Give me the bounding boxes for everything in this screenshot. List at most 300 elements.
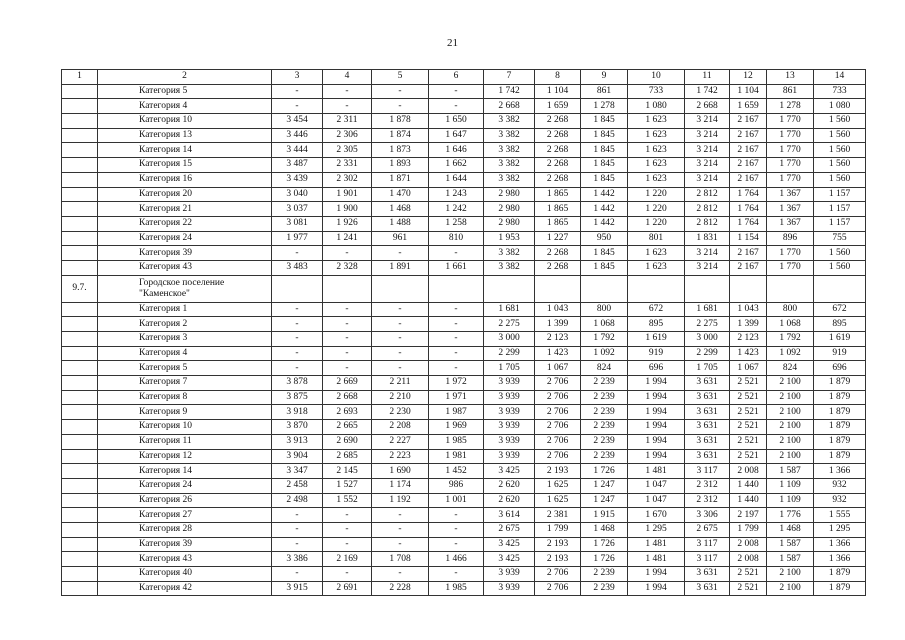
value-cell: 1 764 bbox=[730, 216, 767, 231]
category-name: Категория 10 bbox=[98, 420, 272, 435]
value-cell: 3 939 bbox=[484, 581, 535, 596]
value-cell: 2 239 bbox=[581, 449, 628, 464]
value-cell bbox=[484, 275, 535, 302]
row-number bbox=[62, 231, 98, 246]
value-cell: 2 223 bbox=[372, 449, 429, 464]
value-cell: 1 295 bbox=[814, 522, 866, 537]
value-cell bbox=[535, 275, 581, 302]
value-cell: 801 bbox=[628, 231, 685, 246]
value-cell: 3 918 bbox=[272, 405, 323, 420]
category-name: Категория 15 bbox=[98, 158, 272, 173]
value-cell: 3 214 bbox=[685, 128, 730, 143]
value-cell: 2 239 bbox=[581, 434, 628, 449]
value-cell: 1 295 bbox=[628, 522, 685, 537]
value-cell: - bbox=[372, 317, 429, 332]
value-cell: 1 587 bbox=[767, 552, 814, 567]
value-cell: 3 382 bbox=[484, 260, 535, 275]
row-number bbox=[62, 464, 98, 479]
column-header: 11 bbox=[685, 70, 730, 85]
value-cell: 1 994 bbox=[628, 420, 685, 435]
row-number bbox=[62, 114, 98, 129]
value-cell: 2 268 bbox=[535, 114, 581, 129]
value-cell: 2 268 bbox=[535, 172, 581, 187]
table-row bbox=[62, 567, 866, 582]
value-cell: 2 665 bbox=[323, 420, 372, 435]
value-cell: 2 210 bbox=[372, 390, 429, 405]
value-cell: 3 939 bbox=[484, 434, 535, 449]
value-cell: 1 047 bbox=[628, 493, 685, 508]
row-number bbox=[62, 143, 98, 158]
value-cell: 1 874 bbox=[372, 128, 429, 143]
value-cell: 1 154 bbox=[730, 231, 767, 246]
value-cell: 2 008 bbox=[730, 552, 767, 567]
value-cell: 1 879 bbox=[814, 581, 866, 596]
value-cell: 1 770 bbox=[767, 143, 814, 158]
value-cell: 1 481 bbox=[628, 464, 685, 479]
value-cell: 895 bbox=[628, 317, 685, 332]
value-cell: 2 812 bbox=[685, 187, 730, 202]
value-cell: 1 442 bbox=[581, 216, 628, 231]
category-name: Категория 11 bbox=[98, 434, 272, 449]
value-cell: 1 043 bbox=[730, 302, 767, 317]
category-name: Категория 3 bbox=[98, 332, 272, 347]
value-cell: 1 109 bbox=[767, 493, 814, 508]
value-cell: 1 879 bbox=[814, 390, 866, 405]
value-cell: - bbox=[429, 537, 484, 552]
value-cell: 1 092 bbox=[767, 346, 814, 361]
table-row bbox=[62, 216, 866, 231]
table-row bbox=[62, 420, 866, 435]
value-cell: 2 100 bbox=[767, 420, 814, 435]
row-number bbox=[62, 508, 98, 523]
value-cell: 2 100 bbox=[767, 405, 814, 420]
value-cell: 1 220 bbox=[628, 187, 685, 202]
column-header: 9 bbox=[581, 70, 628, 85]
value-cell: 1 047 bbox=[628, 478, 685, 493]
column-header: 14 bbox=[814, 70, 866, 85]
value-cell: 2 312 bbox=[685, 493, 730, 508]
value-cell: 1 708 bbox=[372, 552, 429, 567]
value-cell: 1 971 bbox=[429, 390, 484, 405]
value-cell: 3 631 bbox=[685, 405, 730, 420]
value-cell: 1 879 bbox=[814, 567, 866, 582]
value-cell: 2 521 bbox=[730, 405, 767, 420]
category-name: Категория 5 bbox=[98, 361, 272, 376]
value-cell: 1 481 bbox=[628, 537, 685, 552]
value-cell: 950 bbox=[581, 231, 628, 246]
table-row bbox=[62, 434, 866, 449]
value-cell: 2 521 bbox=[730, 434, 767, 449]
value-cell: 896 bbox=[767, 231, 814, 246]
value-cell: 1 865 bbox=[535, 187, 581, 202]
value-cell: - bbox=[372, 508, 429, 523]
value-cell: 2 167 bbox=[730, 172, 767, 187]
value-cell: - bbox=[372, 361, 429, 376]
value-cell: 2 675 bbox=[685, 522, 730, 537]
value-cell: 1 440 bbox=[730, 493, 767, 508]
category-name: Категория 22 bbox=[98, 216, 272, 231]
value-cell: - bbox=[372, 246, 429, 261]
value-cell: 1 776 bbox=[767, 508, 814, 523]
value-cell: 2 239 bbox=[581, 567, 628, 582]
value-cell: 2 167 bbox=[730, 158, 767, 173]
value-cell: 1 043 bbox=[535, 302, 581, 317]
value-cell: 2 980 bbox=[484, 187, 535, 202]
value-cell: 1 705 bbox=[484, 361, 535, 376]
table-row bbox=[62, 172, 866, 187]
value-cell: 2 306 bbox=[323, 128, 372, 143]
value-cell: - bbox=[429, 332, 484, 347]
category-name: Категория 39 bbox=[98, 537, 272, 552]
value-cell: 1 470 bbox=[372, 187, 429, 202]
value-cell: 1 901 bbox=[323, 187, 372, 202]
row-number bbox=[62, 405, 98, 420]
value-cell: 1 770 bbox=[767, 172, 814, 187]
value-cell: 1 220 bbox=[628, 216, 685, 231]
table-row bbox=[62, 493, 866, 508]
table-row bbox=[62, 478, 866, 493]
table-row bbox=[62, 246, 866, 261]
value-cell: 1 865 bbox=[535, 216, 581, 231]
table-row bbox=[62, 376, 866, 391]
value-cell: 3 631 bbox=[685, 581, 730, 596]
value-cell: - bbox=[372, 302, 429, 317]
value-cell: 3 347 bbox=[272, 464, 323, 479]
value-cell: 1 742 bbox=[484, 84, 535, 99]
value-cell: - bbox=[323, 317, 372, 332]
value-cell: 1 399 bbox=[730, 317, 767, 332]
row-number: 9.7. bbox=[62, 275, 98, 302]
value-cell: 3 913 bbox=[272, 434, 323, 449]
value-cell: 1 552 bbox=[323, 493, 372, 508]
value-cell: 1 623 bbox=[628, 114, 685, 129]
value-cell: 2 706 bbox=[535, 567, 581, 582]
value-cell: 3 939 bbox=[484, 420, 535, 435]
value-cell: 2 381 bbox=[535, 508, 581, 523]
value-cell: 810 bbox=[429, 231, 484, 246]
value-cell: 2 167 bbox=[730, 260, 767, 275]
value-cell: 1 879 bbox=[814, 434, 866, 449]
value-cell: - bbox=[272, 537, 323, 552]
value-cell: - bbox=[372, 567, 429, 582]
table-row bbox=[62, 390, 866, 405]
row-number bbox=[62, 246, 98, 261]
value-cell: 1 157 bbox=[814, 202, 866, 217]
value-cell: 3 487 bbox=[272, 158, 323, 173]
value-cell: 2 691 bbox=[323, 581, 372, 596]
value-cell: 1 442 bbox=[581, 187, 628, 202]
value-cell: 1 367 bbox=[767, 202, 814, 217]
row-number bbox=[62, 478, 98, 493]
table-row bbox=[62, 143, 866, 158]
value-cell: 2 268 bbox=[535, 143, 581, 158]
value-cell: 3 117 bbox=[685, 537, 730, 552]
value-cell: 1 770 bbox=[767, 246, 814, 261]
value-cell: - bbox=[323, 246, 372, 261]
row-number bbox=[62, 522, 98, 537]
value-cell: 3 870 bbox=[272, 420, 323, 435]
value-cell: 2 239 bbox=[581, 376, 628, 391]
row-number bbox=[62, 99, 98, 114]
row-number bbox=[62, 552, 98, 567]
value-cell: 2 521 bbox=[730, 420, 767, 435]
value-cell: 1 278 bbox=[767, 99, 814, 114]
value-cell: 1 972 bbox=[429, 376, 484, 391]
category-name: Категория 39 bbox=[98, 246, 272, 261]
value-cell: 3 631 bbox=[685, 390, 730, 405]
value-cell: 2 668 bbox=[484, 99, 535, 114]
value-cell: 1 770 bbox=[767, 158, 814, 173]
value-cell: 2 275 bbox=[685, 317, 730, 332]
value-cell: 1 799 bbox=[730, 522, 767, 537]
value-cell: 2 706 bbox=[535, 420, 581, 435]
value-cell: 2 299 bbox=[484, 346, 535, 361]
value-cell: - bbox=[372, 522, 429, 537]
table-row bbox=[62, 552, 866, 567]
column-header: 1 bbox=[62, 70, 98, 85]
value-cell: 1 871 bbox=[372, 172, 429, 187]
value-cell bbox=[730, 275, 767, 302]
value-cell: 3 631 bbox=[685, 449, 730, 464]
value-cell: 3 382 bbox=[484, 128, 535, 143]
value-cell: 2 193 bbox=[535, 537, 581, 552]
row-number bbox=[62, 260, 98, 275]
value-cell: 1 977 bbox=[272, 231, 323, 246]
section-title: Городское поселение "Каменское" bbox=[98, 275, 272, 302]
value-cell: - bbox=[429, 522, 484, 537]
value-cell: 2 521 bbox=[730, 449, 767, 464]
table-row bbox=[62, 187, 866, 202]
value-cell: - bbox=[429, 317, 484, 332]
value-cell: 1 845 bbox=[581, 114, 628, 129]
table-row bbox=[62, 508, 866, 523]
row-number bbox=[62, 317, 98, 332]
value-cell: 986 bbox=[429, 478, 484, 493]
value-cell: - bbox=[323, 302, 372, 317]
value-cell: 2 268 bbox=[535, 128, 581, 143]
value-cell: 2 275 bbox=[484, 317, 535, 332]
value-cell: 696 bbox=[814, 361, 866, 376]
value-cell: 1 619 bbox=[628, 332, 685, 347]
value-cell: 800 bbox=[767, 302, 814, 317]
row-number bbox=[62, 216, 98, 231]
value-cell: 1 661 bbox=[429, 260, 484, 275]
value-cell: 1 278 bbox=[581, 99, 628, 114]
value-cell: 1 587 bbox=[767, 537, 814, 552]
column-header: 2 bbox=[98, 70, 272, 85]
value-cell: 1 367 bbox=[767, 187, 814, 202]
column-header: 3 bbox=[272, 70, 323, 85]
value-cell: 1 399 bbox=[535, 317, 581, 332]
table-row bbox=[62, 581, 866, 596]
value-cell: - bbox=[323, 84, 372, 99]
value-cell: 2 312 bbox=[685, 478, 730, 493]
row-number bbox=[62, 449, 98, 464]
row-number bbox=[62, 567, 98, 582]
value-cell: 2 521 bbox=[730, 581, 767, 596]
value-cell: 3 214 bbox=[685, 143, 730, 158]
value-cell: 1 068 bbox=[581, 317, 628, 332]
value-cell: - bbox=[323, 346, 372, 361]
value-cell: 1 623 bbox=[628, 172, 685, 187]
value-cell: 2 980 bbox=[484, 216, 535, 231]
category-name: Категория 4 bbox=[98, 99, 272, 114]
value-cell: 2 197 bbox=[730, 508, 767, 523]
value-cell: 1 109 bbox=[767, 478, 814, 493]
value-cell: 1 466 bbox=[429, 552, 484, 567]
value-cell: - bbox=[429, 567, 484, 582]
column-header: 5 bbox=[372, 70, 429, 85]
value-cell: 3 614 bbox=[484, 508, 535, 523]
column-header: 4 bbox=[323, 70, 372, 85]
table-row bbox=[62, 449, 866, 464]
value-cell: 919 bbox=[814, 346, 866, 361]
value-cell: 3 454 bbox=[272, 114, 323, 129]
value-cell: 3 214 bbox=[685, 172, 730, 187]
value-cell: 2 669 bbox=[323, 376, 372, 391]
value-cell: - bbox=[323, 567, 372, 582]
value-cell: 2 239 bbox=[581, 405, 628, 420]
value-cell: - bbox=[372, 332, 429, 347]
value-cell: 2 100 bbox=[767, 567, 814, 582]
value-cell: 1 157 bbox=[814, 187, 866, 202]
category-name: Категория 27 bbox=[98, 508, 272, 523]
value-cell: 1 831 bbox=[685, 231, 730, 246]
value-cell: 1 367 bbox=[767, 216, 814, 231]
category-name: Категория 8 bbox=[98, 390, 272, 405]
value-cell: 3 214 bbox=[685, 246, 730, 261]
value-cell: 1 670 bbox=[628, 508, 685, 523]
value-cell: 1 900 bbox=[323, 202, 372, 217]
table-row bbox=[62, 84, 866, 99]
value-cell: - bbox=[272, 99, 323, 114]
category-name: Категория 16 bbox=[98, 172, 272, 187]
value-cell: 2 521 bbox=[730, 567, 767, 582]
value-cell: - bbox=[429, 84, 484, 99]
value-cell: 1 623 bbox=[628, 260, 685, 275]
value-cell: 2 706 bbox=[535, 581, 581, 596]
value-cell: 1 845 bbox=[581, 172, 628, 187]
value-cell: 1 845 bbox=[581, 143, 628, 158]
value-cell: 1 080 bbox=[814, 99, 866, 114]
value-cell: 1 926 bbox=[323, 216, 372, 231]
value-cell: 1 468 bbox=[581, 522, 628, 537]
value-cell: 1 366 bbox=[814, 537, 866, 552]
value-cell: 1 690 bbox=[372, 464, 429, 479]
row-number bbox=[62, 172, 98, 187]
value-cell: 861 bbox=[581, 84, 628, 99]
value-cell: 3 483 bbox=[272, 260, 323, 275]
value-cell: 2 458 bbox=[272, 478, 323, 493]
category-name: Категория 9 bbox=[98, 405, 272, 420]
value-cell: 3 939 bbox=[484, 567, 535, 582]
value-cell: - bbox=[272, 522, 323, 537]
value-cell: 672 bbox=[814, 302, 866, 317]
row-number bbox=[62, 537, 98, 552]
value-cell: 3 444 bbox=[272, 143, 323, 158]
value-cell: 2 620 bbox=[484, 478, 535, 493]
value-cell: 2 123 bbox=[535, 332, 581, 347]
value-cell: 3 939 bbox=[484, 390, 535, 405]
value-cell: 1 157 bbox=[814, 216, 866, 231]
value-cell: 1 650 bbox=[429, 114, 484, 129]
category-name: Категория 5 bbox=[98, 84, 272, 99]
value-cell: 1 067 bbox=[730, 361, 767, 376]
value-cell: 1 174 bbox=[372, 478, 429, 493]
table-row bbox=[62, 317, 866, 332]
value-cell: 2 706 bbox=[535, 376, 581, 391]
value-cell: 2 706 bbox=[535, 449, 581, 464]
value-cell: 1 440 bbox=[730, 478, 767, 493]
value-cell: 1 468 bbox=[767, 522, 814, 537]
value-cell: 1 873 bbox=[372, 143, 429, 158]
row-number bbox=[62, 302, 98, 317]
row-number bbox=[62, 84, 98, 99]
category-name: Категория 26 bbox=[98, 493, 272, 508]
value-cell: 1 247 bbox=[581, 493, 628, 508]
value-cell: 919 bbox=[628, 346, 685, 361]
value-cell: 1 452 bbox=[429, 464, 484, 479]
value-cell bbox=[814, 275, 866, 302]
table-row bbox=[62, 464, 866, 479]
value-cell: 1 792 bbox=[767, 332, 814, 347]
value-cell: 733 bbox=[814, 84, 866, 99]
value-cell: - bbox=[323, 99, 372, 114]
value-cell: 1 891 bbox=[372, 260, 429, 275]
value-cell: - bbox=[429, 246, 484, 261]
value-cell: 1 662 bbox=[429, 158, 484, 173]
value-cell: 3 214 bbox=[685, 158, 730, 173]
value-cell: 2 100 bbox=[767, 376, 814, 391]
value-cell: 1 764 bbox=[730, 187, 767, 202]
table-header-row bbox=[62, 70, 866, 85]
value-cell: 1 423 bbox=[730, 346, 767, 361]
value-cell: 2 620 bbox=[484, 493, 535, 508]
value-cell: 3 915 bbox=[272, 581, 323, 596]
row-number bbox=[62, 434, 98, 449]
value-cell: 1 080 bbox=[628, 99, 685, 114]
value-cell: 1 845 bbox=[581, 260, 628, 275]
value-cell: - bbox=[323, 332, 372, 347]
value-cell: 2 100 bbox=[767, 449, 814, 464]
value-cell: 3 382 bbox=[484, 143, 535, 158]
value-cell: 3 631 bbox=[685, 434, 730, 449]
value-cell: 1 001 bbox=[429, 493, 484, 508]
value-cell: 2 685 bbox=[323, 449, 372, 464]
value-cell: - bbox=[323, 508, 372, 523]
value-cell: 1 560 bbox=[814, 114, 866, 129]
value-cell: 1 681 bbox=[685, 302, 730, 317]
value-cell: 1 220 bbox=[628, 202, 685, 217]
value-cell: 2 169 bbox=[323, 552, 372, 567]
value-cell: 2 521 bbox=[730, 390, 767, 405]
value-cell: 861 bbox=[767, 84, 814, 99]
value-cell: 3 631 bbox=[685, 420, 730, 435]
category-name: Категория 1 bbox=[98, 302, 272, 317]
value-cell: - bbox=[323, 361, 372, 376]
value-cell: 2 100 bbox=[767, 434, 814, 449]
value-cell: 1 560 bbox=[814, 260, 866, 275]
value-cell: - bbox=[429, 361, 484, 376]
value-cell: 1 560 bbox=[814, 246, 866, 261]
category-name: Категория 12 bbox=[98, 449, 272, 464]
value-cell: 1 192 bbox=[372, 493, 429, 508]
page-number: 21 bbox=[447, 37, 458, 49]
value-cell: 3 939 bbox=[484, 449, 535, 464]
column-header: 10 bbox=[628, 70, 685, 85]
value-cell: 2 302 bbox=[323, 172, 372, 187]
value-cell: 1 366 bbox=[814, 552, 866, 567]
